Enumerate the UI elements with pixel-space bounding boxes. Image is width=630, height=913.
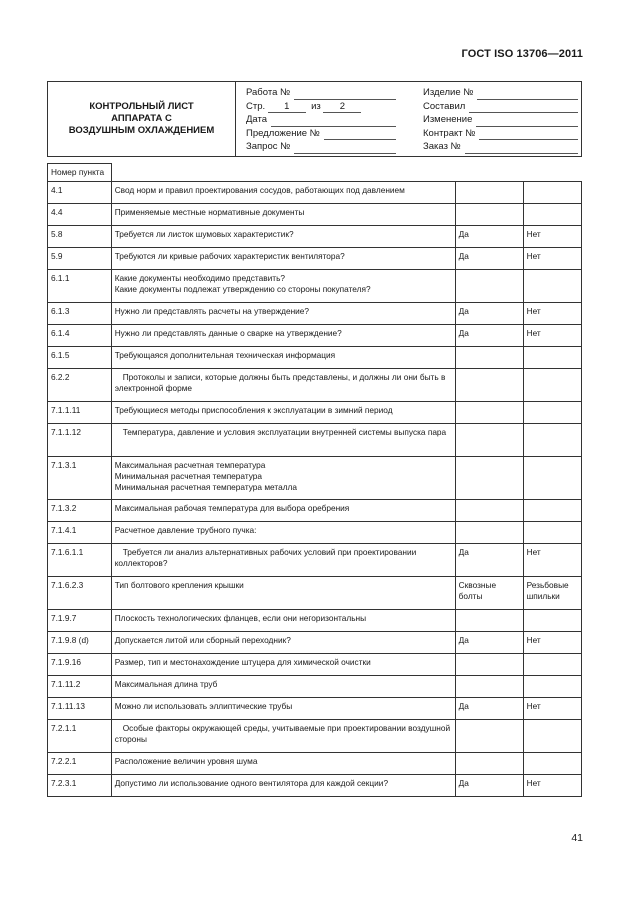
row-number: 7.1.11.13 <box>48 697 112 719</box>
row-text-line: Максимальная расчетная температура <box>114 459 266 470</box>
row-text-line: Требующаяся дополнительная техническая информация <box>114 349 336 360</box>
table-row <box>48 423 582 456</box>
row-text-line: Требуются ли кривые рабочих характеристик вентилятора? <box>114 250 345 261</box>
table-row <box>48 225 582 247</box>
row-text-line: Можно ли использовать эллиптические трубы <box>114 700 293 711</box>
row-text-line: Какие документы необходимо представить? <box>114 272 286 283</box>
option-yes[interactable] <box>455 203 523 225</box>
row-text <box>111 521 455 543</box>
option-no[interactable] <box>523 423 581 456</box>
option-no[interactable]: Нет <box>523 774 581 796</box>
row-text-line: Нужно ли представлять расчеты на утверждение? <box>114 305 310 316</box>
row-number: 7.2.1.1 <box>48 719 112 752</box>
option-no[interactable] <box>523 653 581 675</box>
option-yes[interactable]: Да <box>455 697 523 719</box>
row-text-line: Требуется ли анализ альтернативных рабочих условий при проектировании коллекторов? <box>114 546 417 568</box>
row-text <box>111 719 455 752</box>
row-text <box>111 576 455 609</box>
option-no[interactable]: Нет <box>523 543 581 576</box>
row-text-line: Нужно ли представлять данные о сварке на утверждение? <box>114 327 342 338</box>
option-no[interactable]: Нет <box>523 247 581 269</box>
checklist-table <box>47 163 582 797</box>
table-row <box>48 774 582 796</box>
option-yes[interactable] <box>455 675 523 697</box>
row-text <box>111 631 455 653</box>
option-yes[interactable] <box>455 456 523 499</box>
title-line: КОНТРОЛЬНЫЙ ЛИСТ <box>89 101 194 112</box>
table-row <box>48 456 582 499</box>
checklist-title <box>48 82 236 156</box>
row-text <box>111 302 455 324</box>
order-field: Заказ № <box>423 140 578 154</box>
row-text <box>111 225 455 247</box>
row-text <box>111 774 455 796</box>
table-row <box>48 631 582 653</box>
table-row <box>48 269 582 302</box>
row-number: 7.2.2.1 <box>48 752 112 774</box>
row-text <box>111 203 455 225</box>
table-row <box>48 346 582 368</box>
option-yes[interactable] <box>455 609 523 631</box>
row-number: 4.4 <box>48 203 112 225</box>
change-field: Изменение <box>423 113 578 127</box>
row-text <box>111 346 455 368</box>
option-yes[interactable]: Да <box>455 247 523 269</box>
row-text <box>111 456 455 499</box>
page-number: 41 <box>571 832 583 844</box>
table-row <box>48 543 582 576</box>
table-row <box>48 697 582 719</box>
row-text <box>111 368 455 401</box>
row-number: 6.2.2 <box>48 368 112 401</box>
row-number: 7.1.3.1 <box>48 456 112 499</box>
option-no[interactable] <box>523 609 581 631</box>
row-text <box>111 401 455 423</box>
option-yes[interactable]: Сквозные болты <box>455 576 523 609</box>
row-text-line: Какие документы подлежат утверждению со стороны покупателя? <box>114 283 371 294</box>
row-number: 6.1.4 <box>48 324 112 346</box>
option-yes[interactable] <box>455 368 523 401</box>
row-text-line: Свод норм и правил проектирования сосудов, работающих под давлением <box>114 184 405 195</box>
row-text <box>111 653 455 675</box>
option-no[interactable] <box>523 675 581 697</box>
table-row <box>48 181 582 203</box>
row-text <box>111 697 455 719</box>
row-text-line: Применяемые местные нормативные документы <box>114 206 305 217</box>
header-fields-right <box>423 86 578 154</box>
option-no[interactable] <box>523 203 581 225</box>
title-line: АППАРАТА С <box>111 113 172 124</box>
row-text-line: Расположение величин уровня шума <box>114 755 258 766</box>
row-text-line: Протоколы и записи, которые должны быть представлены, и должны ли они быть в электронной форме <box>114 371 446 393</box>
row-text <box>111 269 455 302</box>
row-number: 7.1.6.1.1 <box>48 543 112 576</box>
table-row <box>48 719 582 752</box>
option-no[interactable]: Нет <box>523 324 581 346</box>
table-row <box>48 521 582 543</box>
table-header-row <box>48 164 582 182</box>
option-no[interactable] <box>523 752 581 774</box>
option-yes[interactable]: Да <box>455 774 523 796</box>
item-field: Изделие № <box>423 86 578 100</box>
row-text <box>111 247 455 269</box>
row-text <box>111 181 455 203</box>
row-number: 7.1.11.2 <box>48 675 112 697</box>
row-text-line: Минимальная расчетная температура <box>114 470 263 481</box>
row-number: 6.1.3 <box>48 302 112 324</box>
compiled-field: Составил <box>423 100 578 114</box>
row-text <box>111 609 455 631</box>
option-no[interactable] <box>523 368 581 401</box>
option-no[interactable]: Нет <box>523 225 581 247</box>
option-yes[interactable] <box>455 521 523 543</box>
request-field: Запрос № <box>246 140 396 154</box>
row-text-line: Температура, давление и условия эксплуатации внутренней системы выпуска пара <box>122 426 447 437</box>
table-row <box>48 401 582 423</box>
row-number: 7.1.1.11 <box>48 401 112 423</box>
work-field: Работа № <box>246 86 396 100</box>
row-text <box>111 675 455 697</box>
option-no[interactable]: Резьбовые шпильки <box>523 576 581 609</box>
row-number: 4.1 <box>48 181 112 203</box>
row-text-line: Плоскость технологических фланцев, если они негоризонтальны <box>114 612 367 623</box>
option-no[interactable]: Нет <box>523 697 581 719</box>
document-code: ГОСТ ISO 13706—2011 <box>461 48 583 60</box>
option-yes[interactable] <box>455 719 523 752</box>
table-row <box>48 609 582 631</box>
option-yes[interactable] <box>455 346 523 368</box>
option-yes[interactable]: Да <box>455 543 523 576</box>
row-text <box>111 499 455 521</box>
table-row <box>48 675 582 697</box>
row-text-line: Требуется ли листок шумовых характеристик? <box>114 228 294 239</box>
row-text-line: Допустимо ли использование одного вентилятора для каждой секции? <box>114 777 389 788</box>
page-value: 1 <box>284 100 290 112</box>
row-number: 5.9 <box>48 247 112 269</box>
table-row <box>48 324 582 346</box>
row-number: 7.1.1.12 <box>48 423 112 456</box>
option-yes[interactable]: Да <box>455 225 523 247</box>
row-text <box>111 324 455 346</box>
option-yes[interactable] <box>455 499 523 521</box>
row-number: 7.1.6.2.3 <box>48 576 112 609</box>
option-yes[interactable]: Да <box>455 631 523 653</box>
header-fields-left <box>246 86 396 154</box>
row-number: 7.1.9.7 <box>48 609 112 631</box>
option-yes[interactable]: Да <box>455 302 523 324</box>
option-yes[interactable] <box>455 269 523 302</box>
page-field: Стр. 1 из 2 <box>246 100 396 114</box>
proposal-field: Предложение № <box>246 127 396 141</box>
table-row <box>48 653 582 675</box>
row-text <box>111 423 455 456</box>
table-row <box>48 203 582 225</box>
date-field: Дата <box>246 113 396 127</box>
option-yes[interactable] <box>455 401 523 423</box>
option-yes[interactable] <box>455 752 523 774</box>
option-yes[interactable] <box>455 423 523 456</box>
row-number: 5.8 <box>48 225 112 247</box>
option-no[interactable]: Нет <box>523 302 581 324</box>
option-yes[interactable]: Да <box>455 324 523 346</box>
row-text <box>111 752 455 774</box>
row-text-line: Максимальная рабочая температура для выбора оребрения <box>114 502 350 513</box>
row-number: 7.2.3.1 <box>48 774 112 796</box>
row-text-line: Допускается литой или сборный переходник? <box>114 634 291 645</box>
row-text-line: Требующиеся методы приспособления к эксплуатации в зимний период <box>114 404 393 415</box>
option-yes[interactable] <box>455 181 523 203</box>
page-total: 2 <box>339 100 346 112</box>
option-yes[interactable] <box>455 653 523 675</box>
row-text <box>111 543 455 576</box>
row-text-line: Расчетное давление трубного пучка: <box>114 524 257 535</box>
table-row <box>48 302 582 324</box>
option-no[interactable] <box>523 719 581 752</box>
option-no[interactable] <box>523 346 581 368</box>
table-row <box>48 247 582 269</box>
option-no[interactable] <box>523 456 581 499</box>
table-row <box>48 752 582 774</box>
row-number: 7.1.4.1 <box>48 521 112 543</box>
option-no[interactable] <box>523 181 581 203</box>
row-number: 7.1.9.8 (d) <box>48 631 112 653</box>
table-row <box>48 499 582 521</box>
option-no[interactable] <box>523 499 581 521</box>
column-header-number: Номер пункта <box>48 164 112 182</box>
title-line: ВОЗДУШНЫМ ОХЛАЖДЕНИЕМ <box>68 125 215 136</box>
row-text-line: Тип болтового крепления крышки <box>114 579 244 590</box>
row-text-line: Размер, тип и местонахождение штуцера для химической очистки <box>114 656 371 667</box>
option-no[interactable] <box>523 401 581 423</box>
checklist-header <box>47 81 582 157</box>
table-row <box>48 576 582 609</box>
option-no[interactable]: Нет <box>523 631 581 653</box>
option-no[interactable] <box>523 269 581 302</box>
row-text-line: Особые факторы окружающей среды, учитываемые при проектировании воздушной стороны <box>114 722 451 744</box>
row-number: 7.1.9.16 <box>48 653 112 675</box>
option-no[interactable] <box>523 521 581 543</box>
row-text-line: Минимальная расчетная температура металла <box>114 481 297 492</box>
table-row <box>48 368 582 401</box>
row-number: 6.1.1 <box>48 269 112 302</box>
row-number: 7.1.3.2 <box>48 499 112 521</box>
contract-field: Контракт № <box>423 127 578 141</box>
row-text-line: Максимальная длина труб <box>114 678 218 689</box>
row-number: 6.1.5 <box>48 346 112 368</box>
